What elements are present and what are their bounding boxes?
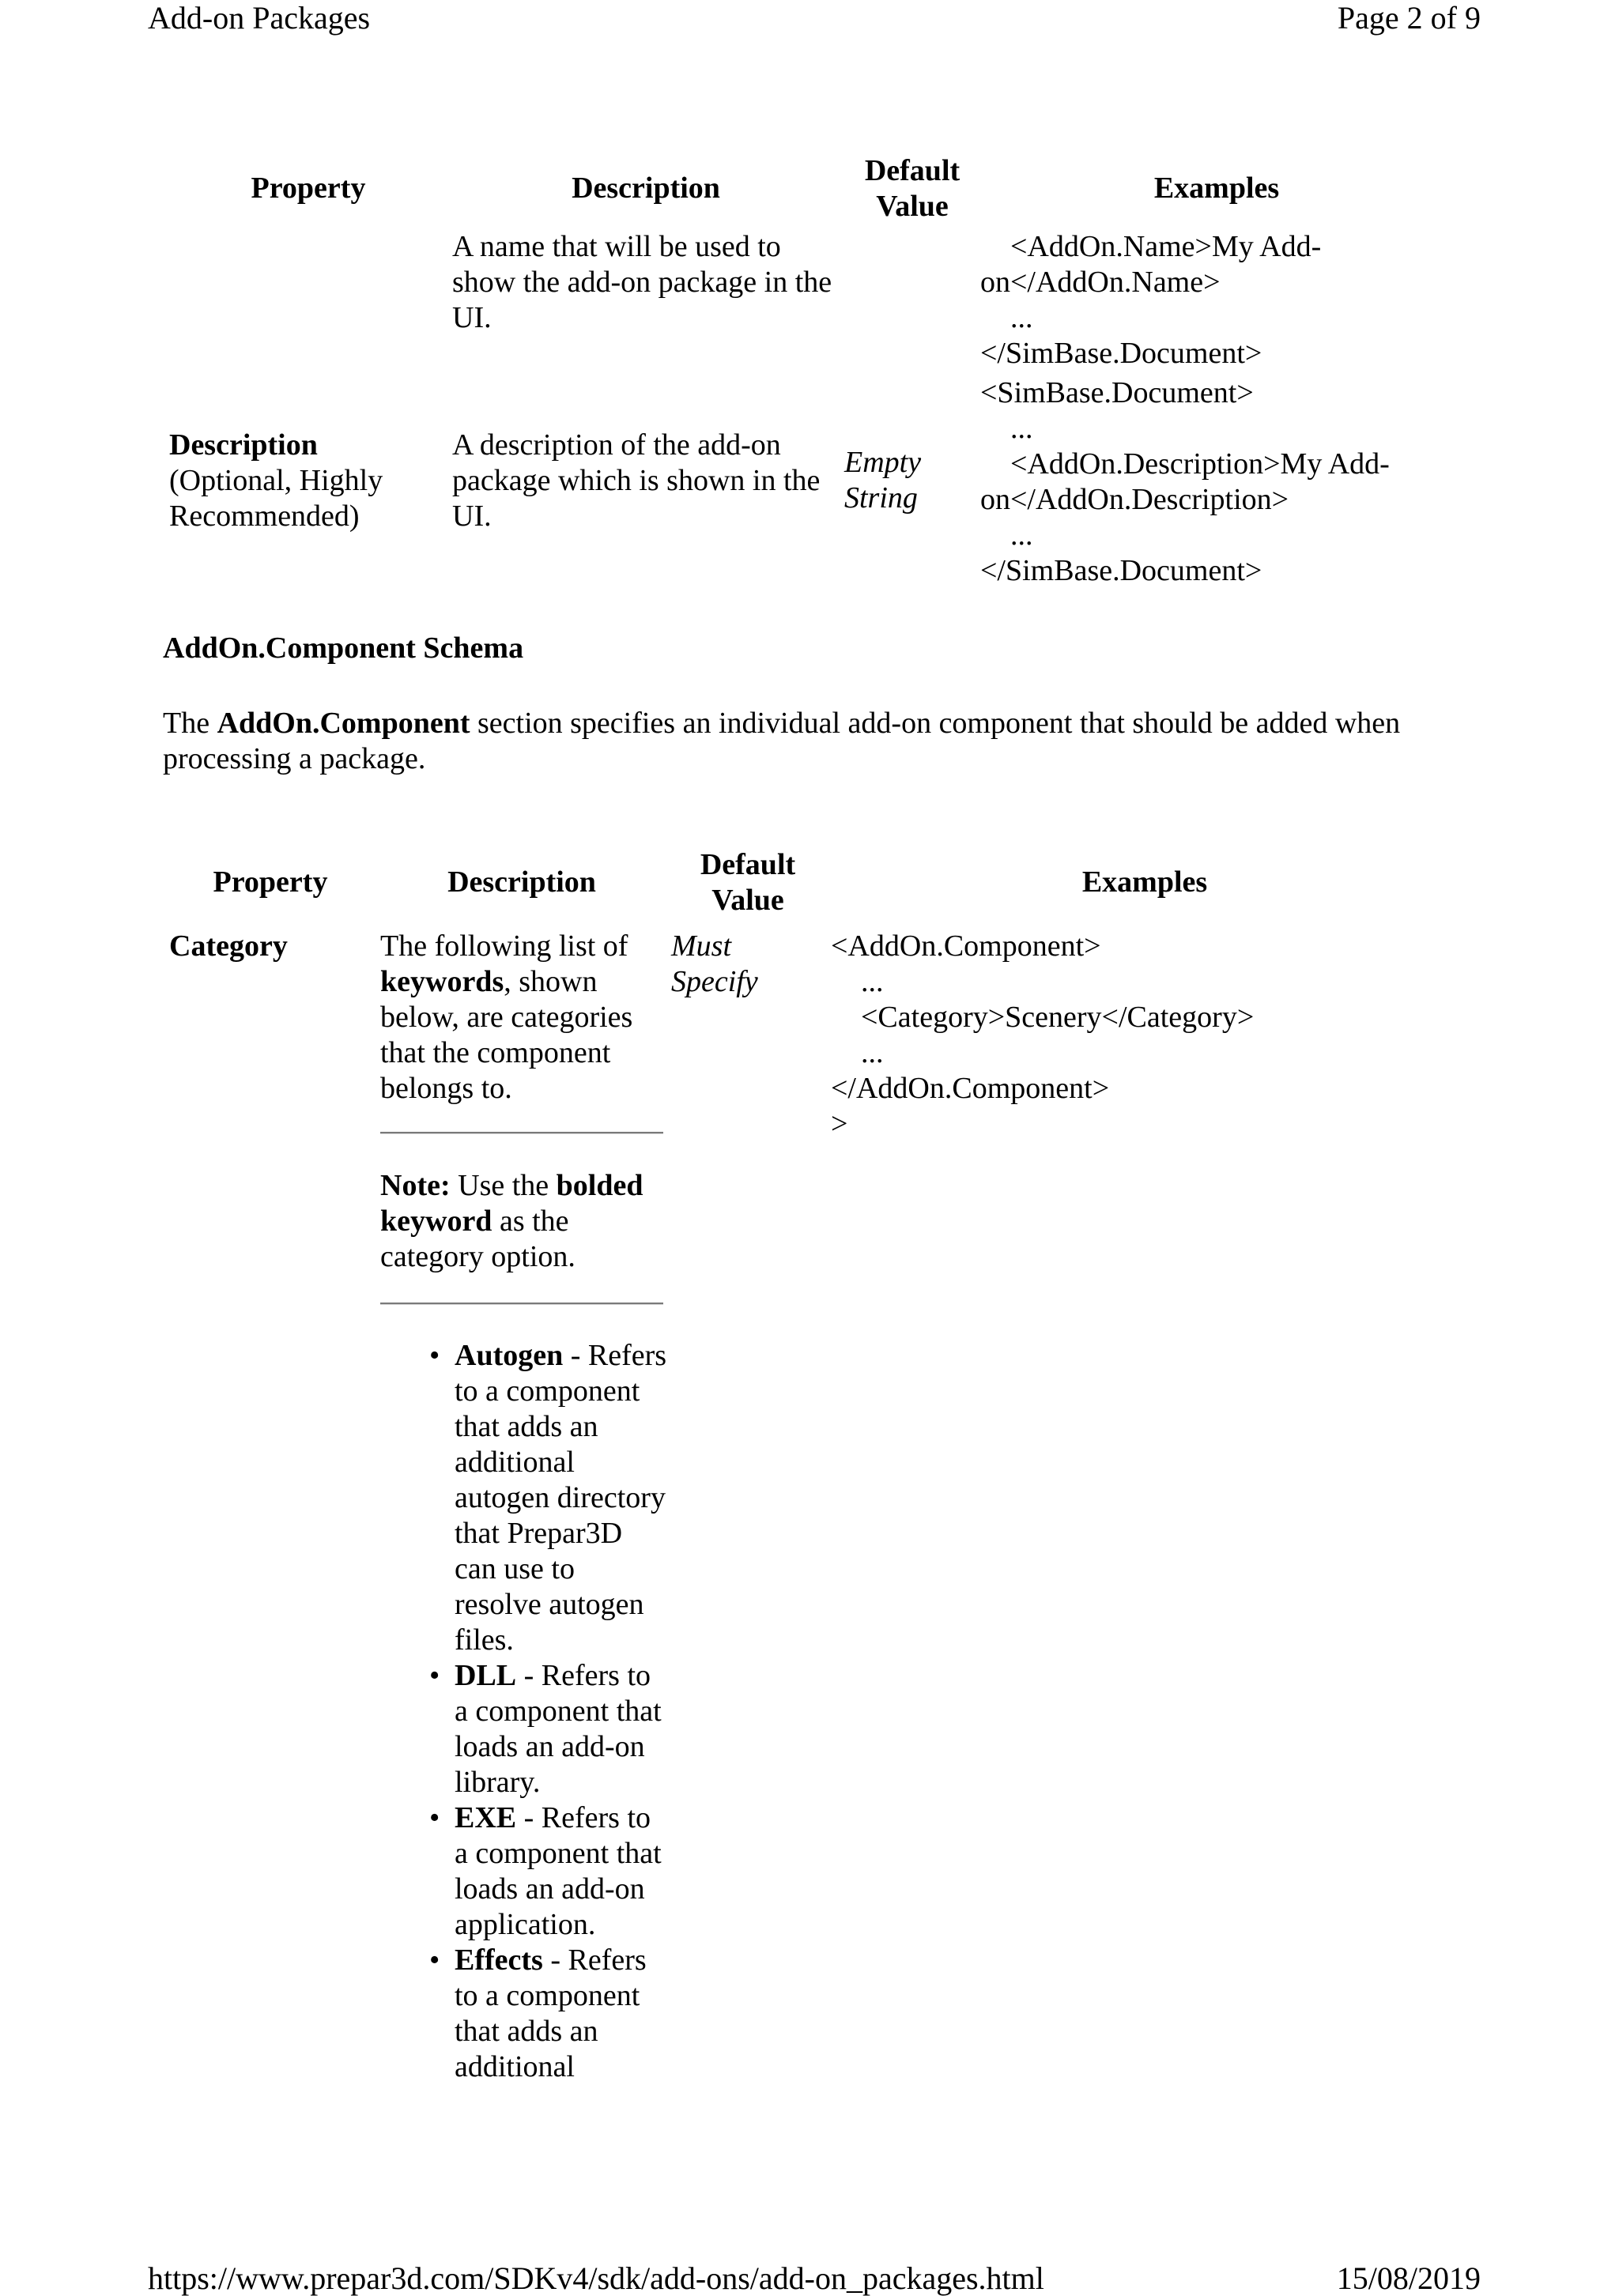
description-text: , shown below, are categories that the component belongs to. [380,965,633,1105]
keyword-description: - Refers to a component that adds an additional autogen directory that Prepar3D can use to resolve autogen files. [455,1339,667,1657]
list-item [423,1658,668,1800]
keyword: EXE [455,1801,517,1834]
divider [380,1132,663,1134]
intro-text: The [163,707,217,740]
description-cell [380,929,665,1107]
keyword-description: - Refers to a component that loads an add-on application. [455,1801,662,1941]
description-cell: A name that will be used to show the add-on package in the UI. [452,230,832,334]
note-emphasis: bolded keyword [380,1169,643,1238]
keyword: Effects [455,1943,543,1977]
description-text: The following list of [380,929,628,963]
description-cell: A description of the add-on package which is shown in the UI. [452,428,821,533]
keyword-description: - Refers to a component that adds an additional [455,1943,647,2083]
column-header-examples: Examples [1153,172,1280,205]
column-header-default-value: Default Value [700,848,796,917]
example-code: <AddOn.Name>My Add- on</AddOn.Name> ... </SimBase.Document> [980,230,1322,370]
keyword: Autogen [455,1339,564,1372]
list-item [423,1338,668,1658]
list-item [423,1800,668,1943]
column-header-property: Property [251,172,366,205]
default-value-cell: Must Specify [671,929,758,998]
keywords-emphasis: keywords [380,965,504,998]
default-value-cell: Empty String [844,446,922,515]
example-code: <AddOn.Component> ... <Category>Scenery</Category> ... </AddOn.Component> > [831,929,1255,1140]
category-keyword-list [423,1338,668,2085]
property-cell: Category [169,929,288,963]
note [380,1168,665,1275]
list-item [423,1943,668,2085]
note-label: Note: [380,1169,451,1202]
note-text: as the category option. [380,1205,576,1273]
property-name: Description [169,428,318,462]
document-title: Add-on Packages [148,0,371,36]
column-header-examples: Examples [1081,865,1208,899]
property-note: (Optional, Highly Recommended) [169,464,383,533]
divider [380,1303,663,1305]
column-header-default-value: Default Value [864,154,960,223]
property-cell [169,428,438,534]
intro-keyword: AddOn.Component [217,707,470,740]
note-text: Use the [450,1169,557,1202]
column-header-description: Description [447,865,596,899]
column-header-property: Property [213,865,328,899]
keyword: DLL [455,1659,517,1692]
intro-text: section specifies an individual add-on component that should be added when processing a package. [163,707,1401,775]
intro-paragraph [163,706,1459,777]
page-number: Page 2 of 9 [1337,0,1481,36]
page-url: https://www.prepar3d.com/SDKv4/sdk/add-ons/add-on_packages.html [148,2260,1044,2296]
print-date: 15/08/2019 [1336,2260,1481,2296]
section-heading: AddOn.Component Schema [163,631,524,665]
keyword-description: - Refers to a component that loads an add-on library. [455,1659,662,1799]
example-code: <SimBase.Document> ... <AddOn.Description>My Add- on</AddOn.Description> ... </SimBase.Document> [980,376,1390,587]
column-header-description: Description [572,172,720,205]
